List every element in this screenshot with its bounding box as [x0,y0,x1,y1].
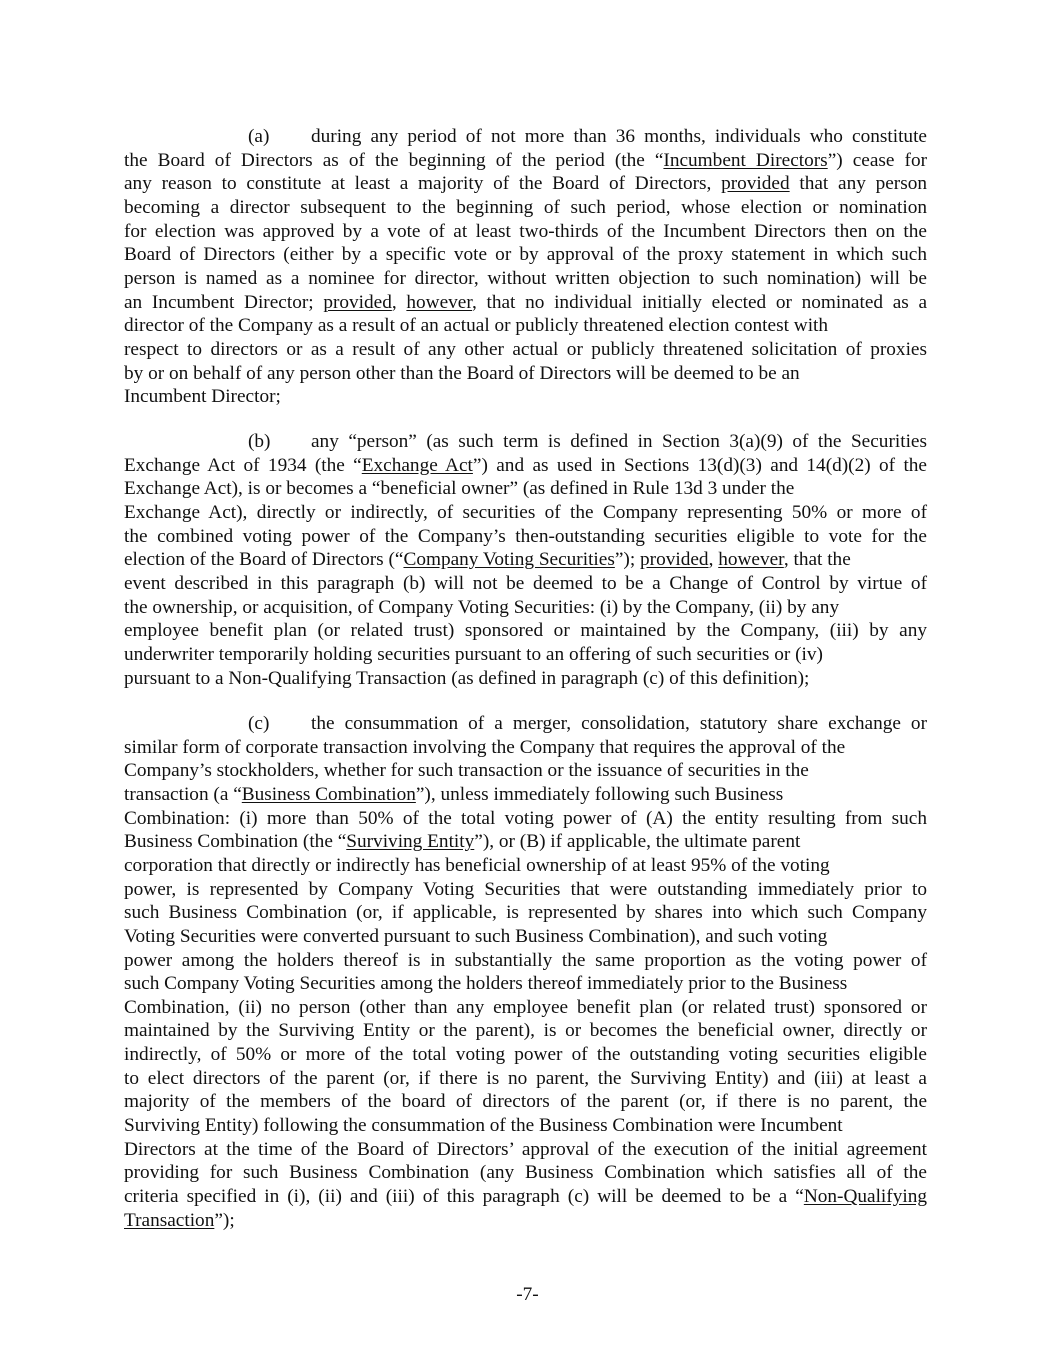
defined-term: Incumbent Directors [663,149,828,171]
text-line: Surviving Entity) following the consummation of the Business Combination were Incumbent [124,1115,843,1137]
text-line: election of the Board of Directors (“Company Voting Securities”); provided, however, that the [124,549,851,571]
defined-term: provided [323,291,392,313]
text-line: Combination, (ii) no person (other than any employee benefit plan (or related trust) sponsored or [124,996,927,1018]
text-line: the ownership, or acquisition, of Company Voting Securities: (i) by the Company, (ii) by any [124,596,840,618]
text-line: Exchange Act), is or becomes a “beneficial owner” (as defined in Rule 13d 3 under the [124,478,795,500]
text-line: for election was approved by a vote of at least two-thirds of the Incumbent Directors then on the [124,220,927,242]
text-line: Incumbent Director; [124,386,281,408]
text-line: underwriter temporarily holding securities pursuant to an offering of such securities or (iv) [124,643,823,665]
text-line: Exchange Act of 1934 (the “Exchange Act”) and as used in Sections 13(d)(3) and 14(d)(2) of the [124,454,927,476]
text-line: event described in this paragraph (b) will not be deemed to be a Change of Control by virtue of [124,572,927,594]
defined-term: however [406,291,472,313]
defined-term: provided [721,173,790,195]
text-line: such Company Voting Securities among the holders thereof immediately prior to the Business [124,973,848,995]
text-line: Business Combination (the “Surviving Entity”), or (B) if applicable, the ultimate parent [124,831,801,853]
text-line: the Board of Directors as of the beginning of the period (the “Incumbent Directors”) cease for [124,149,928,171]
text-line: any “person” (as such term is defined in Section 3(a)(9) of the Securities [311,431,927,452]
text-line: the consummation of a merger, consolidation, statutory share exchange or [311,713,927,734]
defined-term: Surviving Entity [346,831,475,853]
text-line: during any period of not more than 36 months, individuals who constitute [311,126,927,147]
text-line: power among the holders thereof is in substantially the same proportion as the voting power of [124,949,927,971]
text-line: maintained by the Surviving Entity or the parent), is or becomes the beneficial owner, directly or [124,1020,927,1042]
text-line: such Business Combination (or, if applicable, is represented by shares into which such Company [124,902,927,924]
defined-term: Exchange Act [361,454,473,476]
paragraph-label: (c) [248,713,270,734]
text-line: similar form of corporate transaction involving the Company that requires the approval of the [124,736,846,758]
text-line: power, is represented by Company Voting Securities that were outstanding immediately prior to [124,878,927,900]
text-line: by or on behalf of any person other than the Board of Directors will be deemed to be an [124,362,800,384]
text-line: criteria specified in (i), (ii) and (iii) of this paragraph (c) will be deemed to be a “Non-Qualifying [124,1186,927,1207]
text-line: Exchange Act), directly or indirectly, of securities of the Company representing 50% or more of [124,501,927,523]
text-line: director of the Company as a result of an actual or publicly threatened election contest with [124,315,829,337]
defined-term: Business Combination [241,783,416,805]
text-line: corporation that directly or indirectly has beneficial ownership of at least 95% of the voting [124,854,830,876]
text-line: the combined voting power of the Company’s then-outstanding securities eligible to vote for the [124,525,927,547]
text-line: employee benefit plan (or related trust) sponsored or maintained by the Company, (iii) by any [124,620,927,642]
text-line: Directors at the time of the Board of Directors’ approval of the execution of the initial agreement [124,1138,927,1160]
text-line: any reason to constitute at least a majority of the Board of Directors, provided that any person [124,173,927,195]
page-number: -7- [516,1284,539,1305]
paragraph-label: (a) [248,126,270,147]
text-line: person is named as a nominee for director, without written objection to such nomination) will be [124,267,927,289]
text-line: Voting Securities were converted pursuant to such Business Combination), and such voting [124,925,828,947]
text-line: transaction (a “Business Combination”), unless immediately following such Business [124,783,784,805]
defined-term: provided [640,549,709,571]
text-line: majority of the members of the board of directors of the parent (or, if there is no parent, the [124,1091,927,1113]
text-line: an Incumbent Director; provided, however, that no individual initially elected or nominated as a [124,291,928,313]
defined-term: Transaction [124,1209,215,1231]
text-line: Transaction”); [124,1209,235,1231]
text-line: becoming a director subsequent to the beginning of such period, whose election or nomination [124,196,927,218]
text-line: Board of Directors (either by a specific vote or by approval of the proxy statement in which such [124,244,927,266]
text-line: providing for such Business Combination (any Business Combination which satisfies all of the [124,1162,927,1184]
defined-term: Non-Qualifying [803,1186,927,1207]
text-line: indirectly, of 50% or more of the total voting power of the outstanding voting securities eligible [124,1044,927,1066]
text-line: Company’s stockholders, whether for such transaction or the issuance of securities in the [124,760,809,782]
defined-term: Company Voting Securities [403,549,615,571]
text-line: Combination: (i) more than 50% of the total voting power of (A) the entity resulting from such [124,807,927,829]
text-line: to elect directors of the parent (or, if there is no parent, the Surviving Entity) and (iii) at least a [124,1067,927,1089]
paragraph-label: (b) [248,431,271,452]
defined-term: however [718,549,784,571]
text-line: respect to directors or as a result of any other actual or publicly threatened solicitation of proxies [124,338,927,360]
text-line: pursuant to a Non-Qualifying Transaction (as defined in paragraph (c) of this definition); [124,667,810,689]
